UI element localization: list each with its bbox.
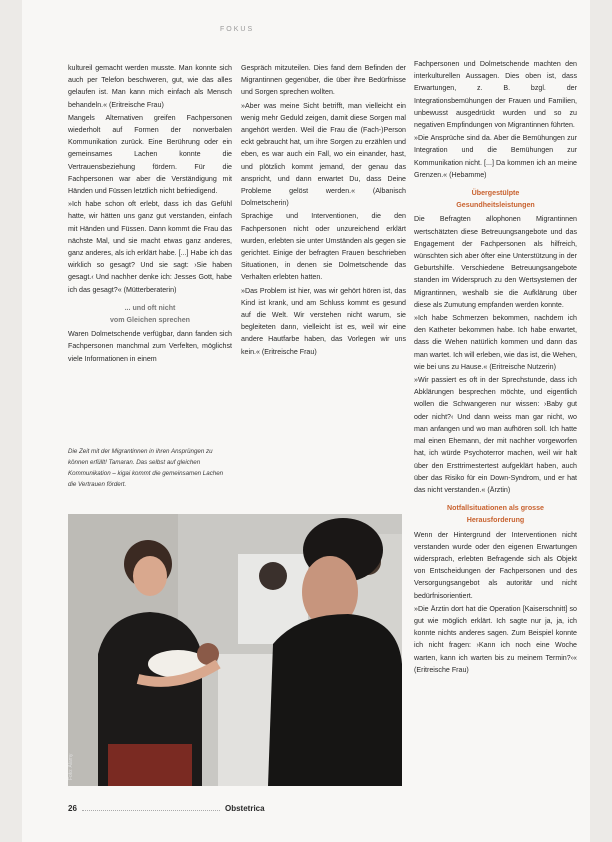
paragraph: »Aber was meine Sicht betrifft, man vielleicht ein wenig mehr Geduld zeigen, damit diese Sorgen mal angehört werden. Weil die Frau die (Fach-)Person eckt gebraucht hat, um ihre Sorgen zu erzählen und eben, es war auch ein Fall, wo ein einander, hast, und plötzlich kommt jemand, der genau das anspricht, und dann erwartet Du, dass Deine Probleme gelöst werden.« (Albanisch Dolmetscherin) xyxy=(241,101,406,208)
paragraph: Mangels Alternativen greifen Fachpersonen wiederholt auf Formen der nonverbalen Kommunikation zurück. Eine Berührung oder ein gemeinsames Lachen konnte die Vertrauensbeziehung fördern. Für die Fachpersonen war aber die Verständigung mit Händen und Füssen letztlich nicht befriedigend. xyxy=(68,113,232,196)
photo-illustration xyxy=(68,514,402,786)
footer-divider xyxy=(82,810,220,811)
subheading xyxy=(414,187,577,211)
paragraph: Die Befragten allophonen Migrantinnen wertschätzten diese Betreuungsangebote und das Engagement der Fachpersonen als hilfreich, wünschten sich aber öfter eine Unterstützung in der Geburtshilfe. Verschiedene Betreuungsangebote standen im Widerspruch zu den Wertsystemen der Migrantinnen, weshalb sie die Aufklärung über diese als Zumutung empfanden werden konnte. xyxy=(414,215,577,309)
subheading-line: vom Gleichen sprechen xyxy=(109,316,191,325)
subheading-line: Gesundheitsleistungen xyxy=(456,201,535,210)
page-number: 26 xyxy=(68,804,77,813)
photo-caption: Die Zeit mit der Migrantinnen in ihren Ansprüngen zu können erfüllt! Tamaran. Das selbst auf gleichen Kommunikation – kigai kommt die gemeinsamen Lachen die Vertrauen fördert. xyxy=(68,448,224,488)
subheading xyxy=(414,502,577,526)
paragraph: »Die Ansprüche sind da. Aber die Bemühungen zur Integration und die Bemühungen zur Kommunikation nicht. [...] Da kommen ich an meine Grenzen.« (Hebamme) xyxy=(414,134,577,179)
subheading-line: ... und oft nicht xyxy=(124,303,176,312)
section-label: FOKUS xyxy=(220,26,255,33)
photo-midwife-with-newborn xyxy=(68,514,402,786)
subheading xyxy=(68,302,232,326)
text-column-middle xyxy=(241,62,406,359)
paragraph: Waren Dolmetschende verfügbar, dann fanden sich Fachpersonen manchmal zum Verfelten, möglichst viele Informationen in einem xyxy=(68,330,232,363)
paragraph: »Das Problem ist hier, was wir gehört hören ist, das Kind ist krank, und am Schluss kommt es gesund auf die Welt. Wir verstehen nicht warum, sie begleiteten dann, vielleicht ist es, weil wir eine andere Hautfarbe haben, das Vorlegen wir uns kein.« (Eritreische Frau) xyxy=(241,286,406,356)
subheading-line: Notfallsituationen als grosse xyxy=(447,504,544,513)
subheading-line: Herausforderung xyxy=(466,516,525,525)
photo-credit: Foto: Alamy xyxy=(68,753,74,780)
text-column-right xyxy=(414,58,577,677)
paragraph: »Die Ärztin dort hat die Operation [Kaiserschnitt] so gut wie möglich erklärt. Ich sagte nur ja, ja, ich konnte nichts anderes sagen. Zum Beispiel konnte ich nicht fragen: ›Kann ich noch eine Woche warten, kann ich warten bis zu meinem Termin?‹« (Eritreische Frau) xyxy=(414,604,577,674)
paragraph: »Wir passiert es oft in der Sprechstunde, dass ich Abklärungen besprechen möchte, und eigentlich wollen die Schwangeren nur wissen: ›Baby gut oder nicht?‹ Und dann weiss man gar nicht, wo man anfangen und wo man aufhören soll. Ich hatte mal einen Ehemann, der mit nachher vorgeworfen hat, ich würde Psychoterror machen, weil wir halt über den Ersttrimestertest aufgeklärt haben, auch über das Risiko für ein Down-Syndrom, und er hat das nicht verstanden.« (Ärztin) xyxy=(414,376,577,494)
magazine-page xyxy=(22,0,590,842)
paragraph: kultureil gemacht werden musste. Man konnte sich auch per Telefon beschweren, gut, wie das alles gelaufen ist. Man kann mich einfach als Mensch behandeln.« (Eritreische Frau) xyxy=(68,64,232,109)
journal-name: Obstetrica xyxy=(225,804,265,813)
paragraph: »Ich habe schon oft erlebt, dass ich das Gefühl hatte, wir hätten uns ganz gut verstanden, einfach mit Händen und Füssen. Dann kommt die Frau das nächste Mal, und sie macht etwas ganz anderes, ganz anderes, als ich erklärt habe. [...] Habe ich das wirklich so gesagt? Und sie sagt: ›Sie haben gesagt.‹ Und nachher denke ich: Jesses Gott, habe ich das gesagt?« (Mütterberaterin) xyxy=(68,200,232,294)
paragraph: »Ich habe Schmerzen bekommen, nachdem ich den Katheter bekommen habe. Ich habe erwartet, dass die Wehen natürlich kommen und dann das man wartet. Ich will erleben, wie das ist, die Wehen, wie bei uns zu Hause.« (Eritreische Nutzerin) xyxy=(414,314,577,371)
paragraph: Gespräch mitzuteilen. Dies fand dem Befinden der Migrantinnen gegenüber, die über ihre Bedürfnisse und Sorgen sprechen wollten. xyxy=(241,64,406,97)
paragraph: Sprachige und Interventionen, die den Fachpersonen nicht oder unzureichend erklärt wurden, erlebten sie unter Umständen als gegen sie gerichtet. Einige der befragten Frauen beschrieben Situationen, in denen sie Dolmetschende das Verhalten erlebten hatten. xyxy=(241,212,406,282)
subheading-line: Übergestülpte xyxy=(471,189,520,198)
text-column-left xyxy=(68,62,232,366)
paragraph: Wenn der Hintergrund der Interventionen nicht verstanden wurde oder den eigenen Erwartungen widersprach, erlebten Befragende sich als Objekt von Entscheidungen der Fachpersonen und des Versorgungsangebot als autoritär und nicht bedürfnisorientiert. xyxy=(414,530,577,600)
paragraph: Fachpersonen und Dolmetschende machten den interkulturellen Aussagen. Dies oben ist, dass Erwartungen, z. B. bzgl. der Integrationsbemühungen der Frauen und Familien, unbewusst ausgedrückt wurden und so zu negativen Empfindungen von Migrantinnen führten. xyxy=(414,60,577,130)
